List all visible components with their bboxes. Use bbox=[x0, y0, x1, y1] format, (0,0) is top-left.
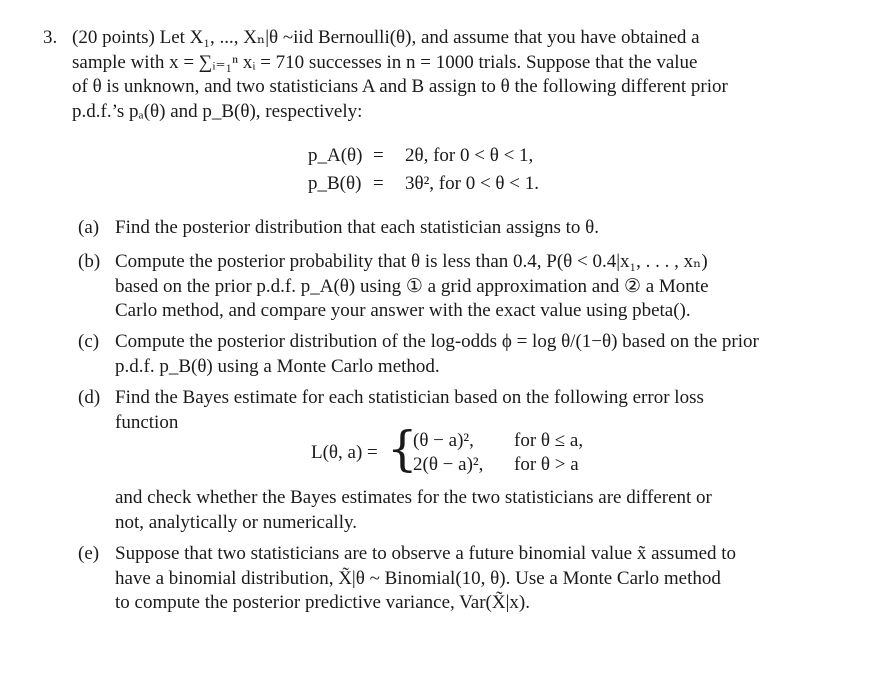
loss-lhs: L(θ, a) = bbox=[311, 442, 378, 463]
part-d-label: (d) bbox=[78, 387, 101, 408]
loss-condition-1: for θ ≤ a, bbox=[514, 430, 584, 451]
part-b-line-1: Compute the posterior probability that θ is less than 0.4, P(θ < 0.4|x₁, . . . , xₙ) bbox=[115, 251, 708, 272]
part-e-label: (e) bbox=[78, 543, 100, 564]
part-d-after-line-2: not, analytically or numerically. bbox=[115, 511, 357, 533]
prior-a-lhs: p_A(θ) bbox=[308, 145, 363, 166]
prior-b-rhs: 3θ², for 0 < θ < 1. bbox=[405, 173, 539, 194]
part-d-line-2: function bbox=[115, 411, 179, 433]
part-e-line-3: to compute the posterior predictive variance, Var(X̃|x). bbox=[115, 592, 530, 613]
problem-statement bbox=[72, 26, 807, 124]
part-c-line-1: Compute the posterior distribution of the log-odds ϕ = log θ/(1−θ) based on the prior bbox=[115, 331, 759, 352]
part-e-line-1: Suppose that two statisticians are to observe a future binomial value x̃ assumed to bbox=[115, 543, 737, 564]
part-b-line-2: based on the prior p.d.f. p_A(θ) using ① a grid approximation and ② a Monte bbox=[115, 275, 709, 297]
part-a-label: (a) bbox=[78, 217, 100, 238]
part-c-label: (c) bbox=[78, 331, 100, 352]
loss-case-1: (θ − a)², bbox=[413, 430, 474, 451]
part-d-line-1: Find the Bayes estimate for each statistician based on the following error loss bbox=[115, 387, 704, 408]
problem-number: 3. bbox=[43, 27, 58, 48]
statement-line-3: of θ is unknown, and two statisticians A and B assign to θ the following different prior bbox=[72, 76, 728, 97]
part-a-line-1: Find the posterior distribution that each statistician assigns to θ. bbox=[115, 217, 600, 238]
statement-line-4: p.d.f.’s pₐ(θ) and p_B(θ), respectively: bbox=[72, 100, 363, 122]
part-c-line-2: p.d.f. p_B(θ) using a Monte Carlo method. bbox=[115, 355, 440, 377]
prior-b-eq: = bbox=[373, 173, 384, 194]
part-b-line-3: Carlo method, and compare your answer with the exact value using pbeta(). bbox=[115, 300, 691, 321]
statement-line-1: (20 points) Let X₁, ..., Xₙ|θ ~iid Bernoulli(θ), and assume that you have obtained a bbox=[72, 27, 700, 48]
prior-a-rhs: 2θ, for 0 < θ < 1, bbox=[405, 145, 534, 166]
part-e-line-2: have a binomial distribution, X̃|θ ~ Binomial(10, θ). Use a Monte Carlo method bbox=[115, 567, 721, 589]
statement-line-2: sample with x = ∑ᵢ₌₁ⁿ xᵢ = 710 successes in n = 1000 trials. Suppose that the value bbox=[72, 51, 698, 73]
prior-a-eq: = bbox=[373, 145, 384, 166]
loss-brace: { bbox=[387, 421, 418, 477]
prior-b-lhs: p_B(θ) bbox=[308, 173, 362, 194]
loss-case-2: 2(θ − a)², bbox=[413, 454, 484, 475]
part-d-after-line-1: and check whether the Bayes estimates for the two statisticians are different or bbox=[115, 487, 712, 508]
part-b-label: (b) bbox=[78, 251, 101, 272]
loss-condition-2: for θ > a bbox=[514, 454, 579, 475]
